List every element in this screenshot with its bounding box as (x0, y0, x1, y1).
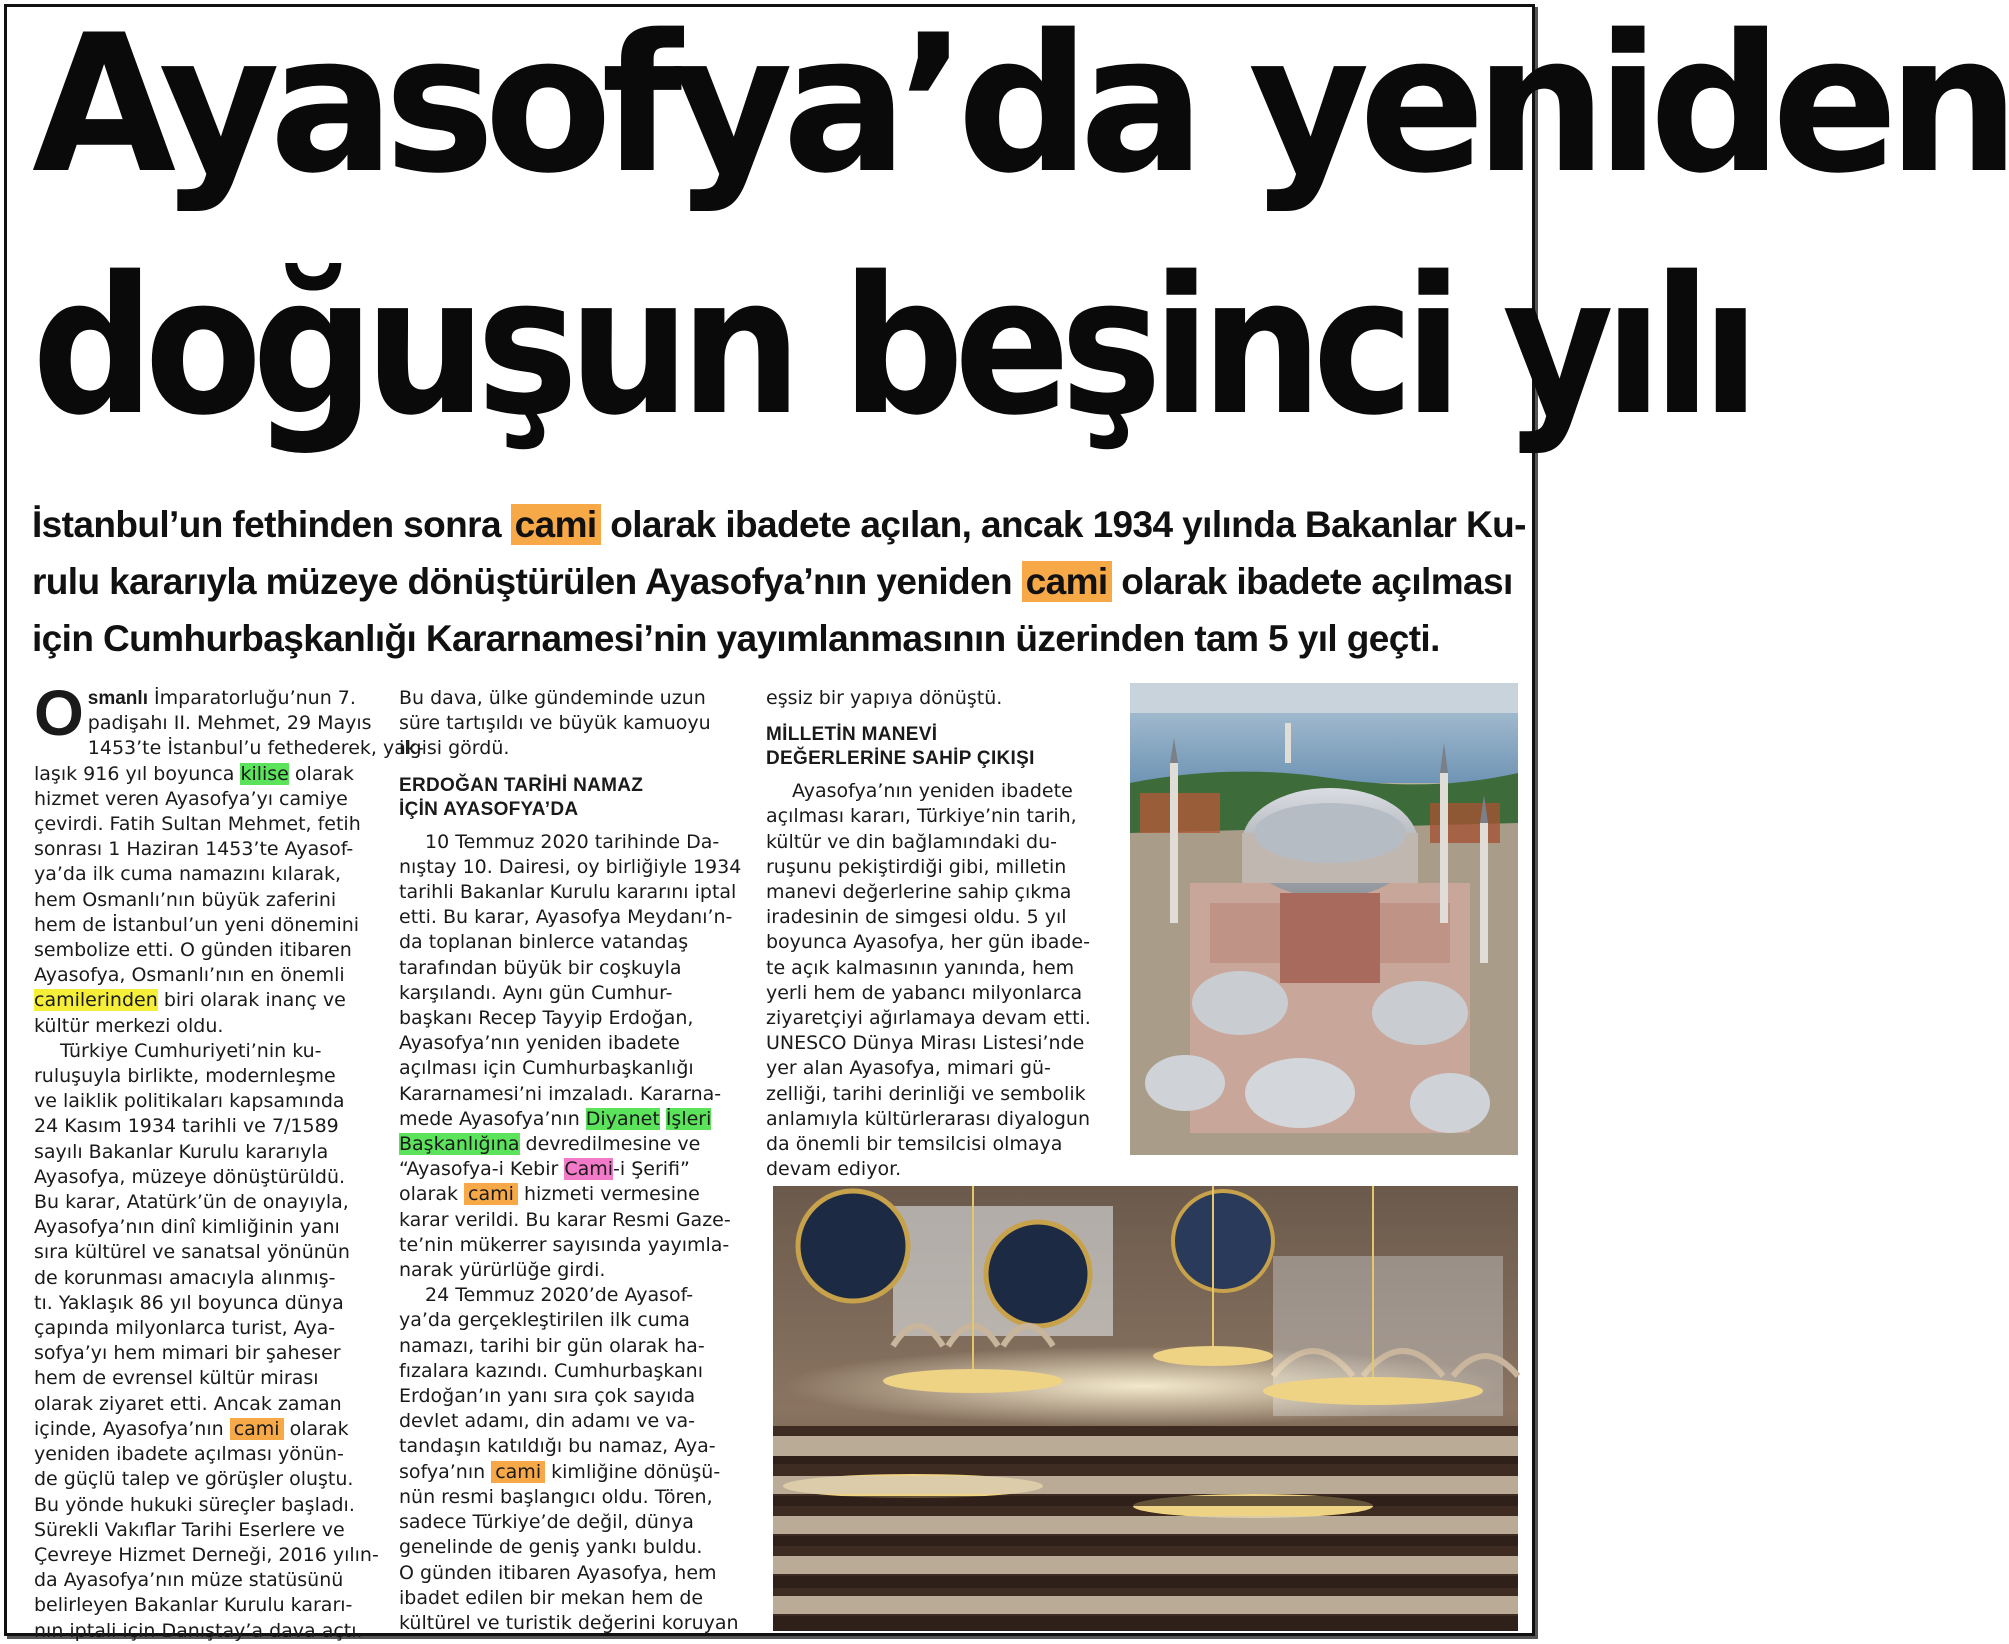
highlight-cami: cami (1022, 561, 1112, 602)
article-column-1: O smanlı İmparatorluğu’nun 7. padişahı II. Mehmet, 29 Mayıs 1453’te İstanbul’u fethederek, yak- laşık 916 yıl boyunca kilise olarak hizmet veren Ayasofya’yı camiye çevirdi. Fatih Sultan Mehmet, fetih sonrası 1 Haziran 1453’te Ayasof- ya’da ilk cuma namazını kılarak, hem Osmanlı’nın büyük zaferini hem de İstanbul’un yeni dönemini sembolize etti. O günden itibaren Ayasofya, Osmanlı’nın en önemli camilerinden biri olarak inanç ve kültür merkezi oldu. Türkiye Cumhuriyeti’nin ku- ruluşuyla birlikte, modernleşme ve laiklik politikaları kapsamında 24 Kasım 1934 tarihli ve 7/1589 sayılı Bakanlar Kurulu kararıyla Ayasofya, müzeye dönüştürüldü. Bu karar, Atatürk’ün de onayıyla, Ayasofya’nın dinî kimliğinin yanı sıra kültürel ve sanatsal yönünün de korunması amacıyla alınmış- tı. Yaklaşık 86 yıl boyunca dünya çapında milyonlarca turist, Aya- sofya’yı hem mimari bir şaheser hem de evrensel kültür mirası olarak ziyaret etti. Ancak zaman içinde, Ayasofya’nın cami olarak yeniden ibadete açılması yönün- de güçlü talep ve görüşler oluştu. Bu yönde hukuki süreçler başladı. Sürekli Vakıflar Tarihi Eserlere ve Çevreye Hizmet Derneği, 2016 yılın- da Ayasofya’nın müze statüsünü belirleyen Bakanlar Kurulu kararı- nın iptali için Danıştay’a dava açtı. (34, 677, 424, 1642)
highlight-diyanet: Diyanet (585, 1107, 660, 1130)
hagia-sophia-interior-image (773, 1186, 1518, 1631)
highlight-cami: cami (491, 1461, 545, 1483)
article-column-3: eşsiz bir yapıya dönüştü. MİLLETİN MANEVİ DEĞERLERİNE SAHİP ÇIKIŞI Ayasofya’nın yeniden ibadete açılması kararı, Türkiye’nin tarih, kültür ve din bağlamındaki du- ruşunu pekiştirdiği gibi, milletin manevi değerlerine sahip çıkma iradesinin de simgesi oldu. 5 yıl boyunca Ayasofya, her gün ibade- te açık kalmasının yanında, hem yerli hem de yabancı milyonlarca ziyaretçiyi ağırlamaya devam etti. UNESCO Dünya Mirası Listesi’nde yer alan Ayasofya, mimari gü- zelliği, tarihi derinliği ve sembolik anlamıyla kültürlerarası diyalogun da önemli bir temsilcisi olmaya devam ediyor. (766, 686, 1111, 1182)
highlight-cami-pink: Cami (564, 1158, 614, 1181)
hagia-sophia-exterior-image (1130, 683, 1518, 1155)
highlight-isleri: İşleri (665, 1107, 712, 1130)
highlight-baskanligina: Başkanlığına (399, 1133, 520, 1156)
highlight-kilise: kilise (240, 762, 289, 785)
article-column-2: Bu dava, ülke gündeminde uzun süre tartışıldı ve büyük kamuoyu ilgisi gördü. ERDOĞAN TARİHİ NAMAZ İÇİN AYASOFYA’DA 10 Temmuz 2020 tarihinde Da- nıştay 10. Dairesi, oy birliğiyle 1934 tarihli Bakanlar Kurulu kararını iptal etti. Bu karar, Ayasofya Meydanı’n- da toplanan binlerce vatandaş tarafından büyük bir coşkuyla karşılandı. Aynı gün Cumhur- başkanı Recep Tayyip Erdoğan, Ayasofya’nın yeniden ibadete açılması için Cumhurbaşkanlığı Kararnamesi’ni imzaladı. Kararna- mede Ayasofya’nın Diyanet İşleri Başkanlığına devredilmesine ve “Ayasofya-i Kebir Cami-i Şerifi” olarak cami hizmeti vermesine karar verildi. Bu karar Resmi Gaze- te’nin mükerrer sayısında yayımla- narak yürürlüğe girdi. 24 Temmuz 2020’de Ayasof- ya’da gerçekleştirilen ilk cuma namazı, tarihi bir gün olarak ha- fızalara kazındı. Cumhurbaşkanı Erdoğan’ın yanı sıra çok sayıda devlet adamı, din adamı ve va- tandaşın katıldığı bu namaz, Aya- sofya’nın cami kimliğine dönüşü- nün resmi başlangıcı oldu. Tören, sadece Türkiye’de değil, dünya genelinde de geniş yankı buldu. O günden itibaren Ayasofya, hem ibadet edilen bir mekan hem de kültürel ve turistik değerini koruyan (399, 687, 742, 1634)
highlight-cami: cami (511, 504, 601, 545)
headline-line-1: Ayasofya’da yeniden (32, 0, 2009, 215)
subheading-manevi-degerler: MİLLETİN MANEVİ DEĞERLERİNE SAHİP ÇIKIŞI (766, 724, 1035, 770)
hagia-sophia-interior-prayer-photo (773, 1186, 1518, 1631)
deck-summary (32, 496, 1526, 667)
highlight-cami: cami (230, 1418, 284, 1440)
headline-line-2: doğuşun beşinci yılı (32, 236, 1751, 457)
highlight-camilerinden: camilerinden (34, 989, 158, 1012)
highlight-cami: cami (464, 1183, 518, 1205)
subheading-erdogan-namaz: ERDOĞAN TARİHİ NAMAZ İÇİN AYASOFYA’DA (399, 774, 644, 820)
deck-line-3: için Cumhurbaşkanlığı Kararnamesi’nin yayımlanmasının üzerinden tam 5 yıl geçti. (32, 618, 1440, 659)
deck-line-2: rulu kararıyla müzeye dönüştürülen Ayasofya’nın yeniden cami olarak ibadete açılması (32, 561, 1513, 602)
hagia-sophia-exterior-photo (1130, 683, 1518, 1155)
dropcap: O (34, 677, 84, 749)
deck-line-1: İstanbul’un fethinden sonra cami olarak ibadete açılan, ancak 1934 yılında Bakanlar Ku- (32, 504, 1526, 545)
